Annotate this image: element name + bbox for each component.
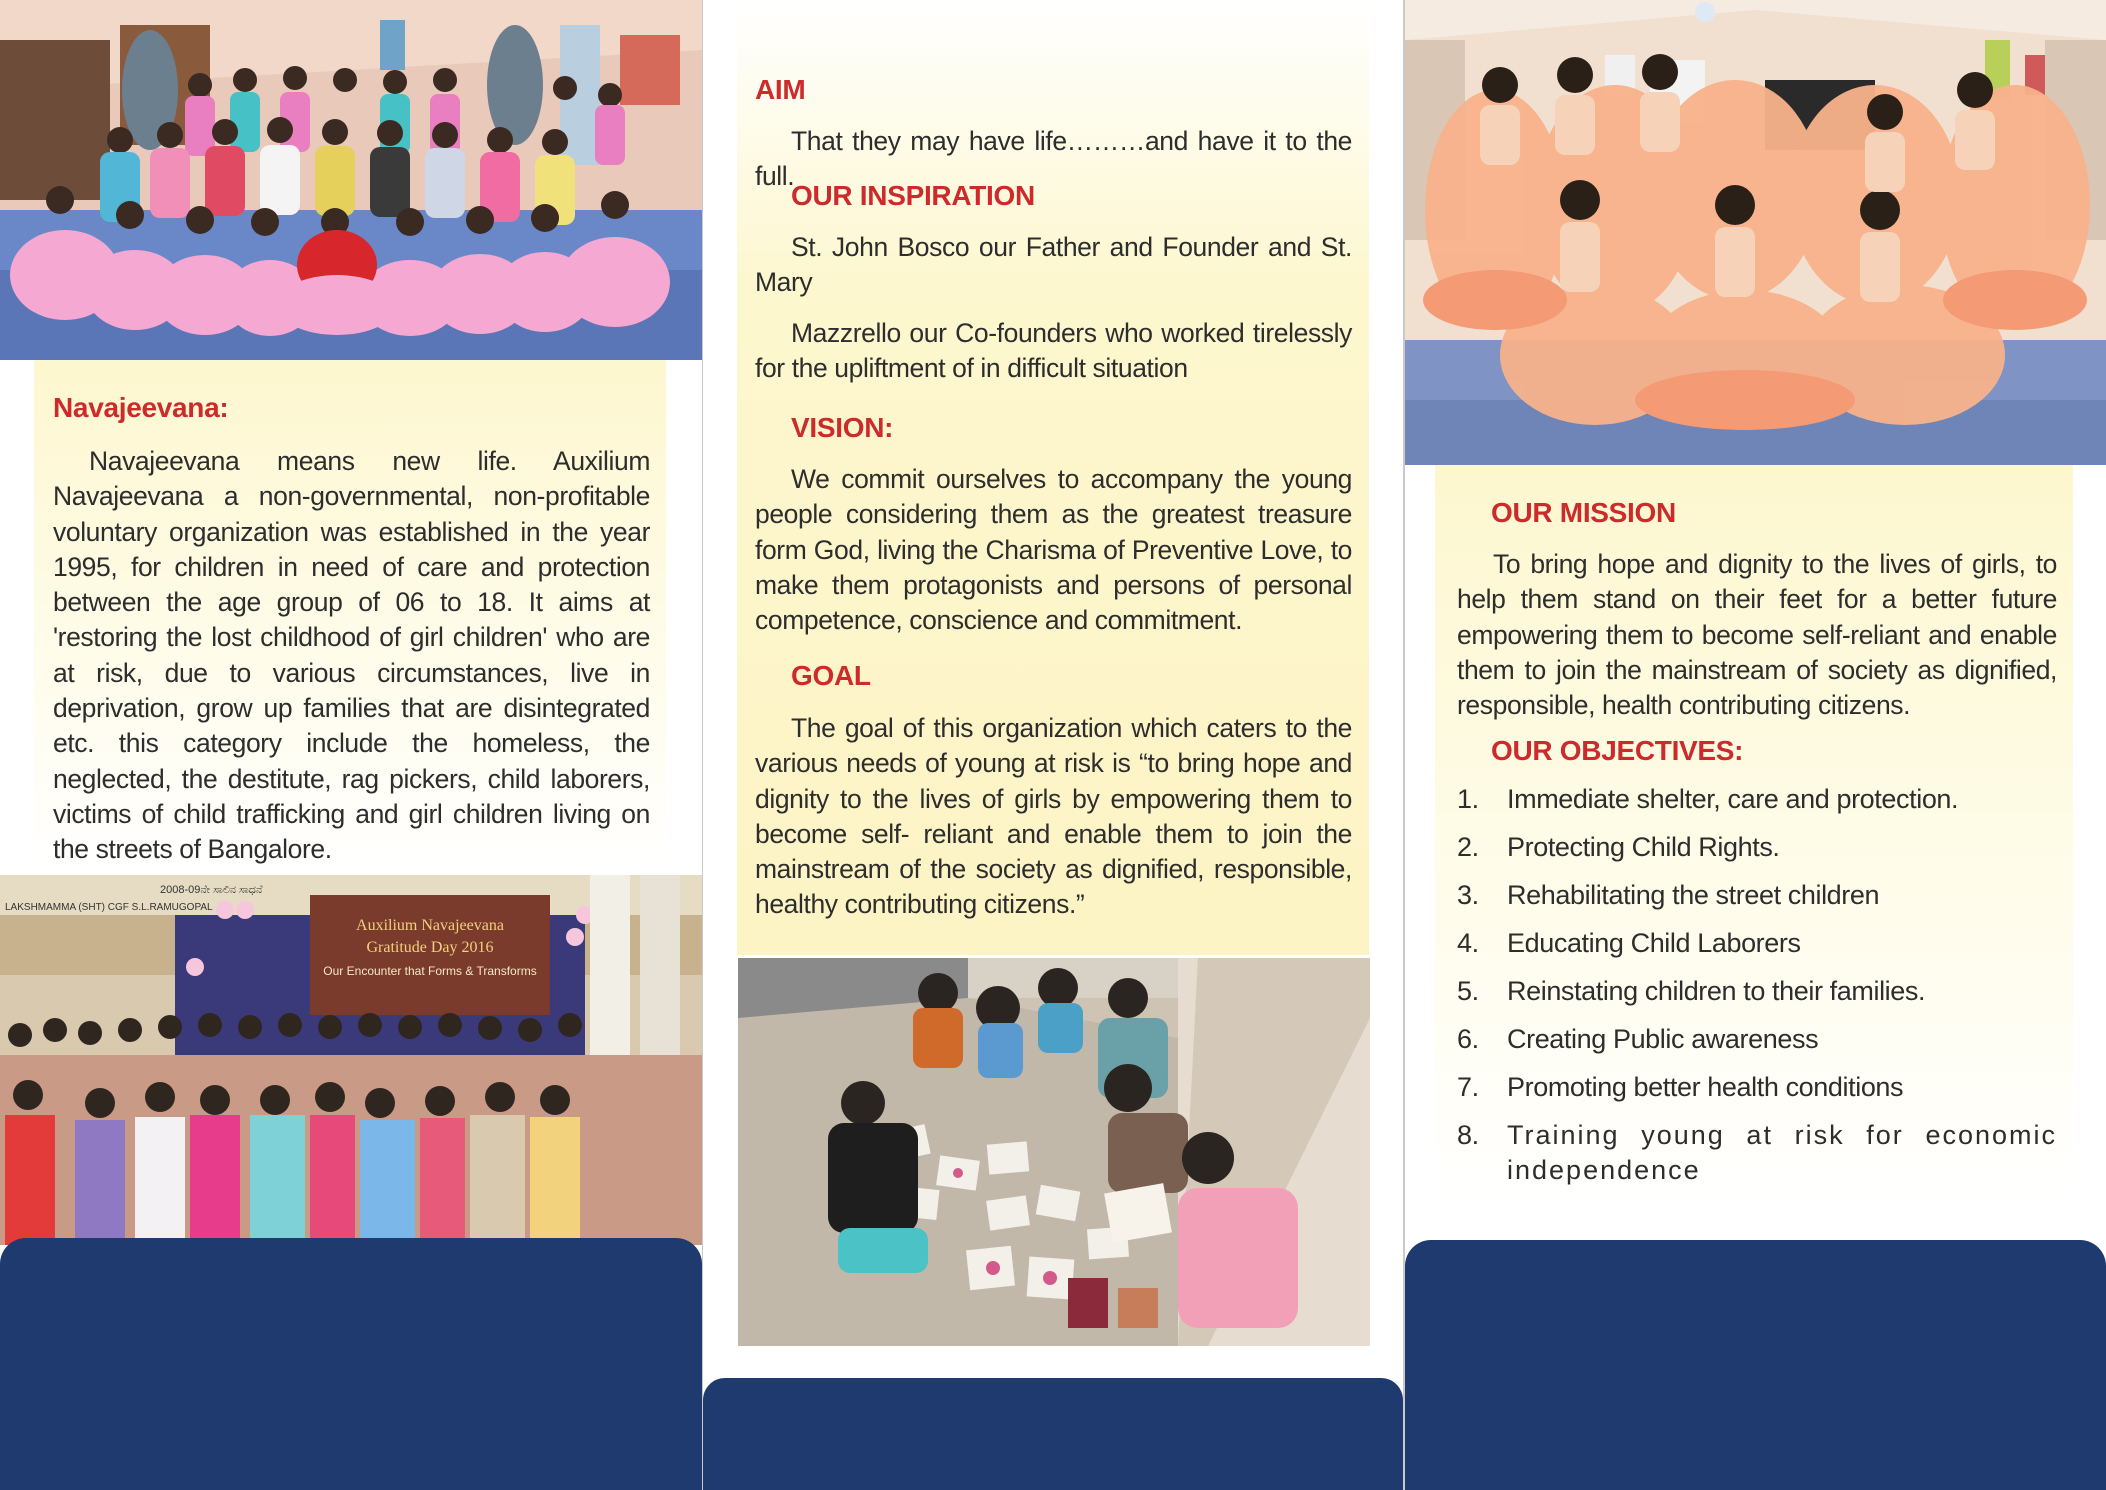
objective-number: 3.	[1457, 880, 1479, 910]
navy-band-right	[1405, 1240, 2106, 1490]
wall-signboard: LAKSHMAMMA (SHT) CGF S.L.RAMUGOPAL	[5, 902, 213, 913]
mission-body	[1457, 547, 2057, 723]
objective-text: Creating Public awareness	[1507, 1024, 1819, 1054]
goal-body	[755, 711, 1352, 923]
banner-line-3: Our Encounter that Forms & Transforms	[323, 964, 537, 978]
navajeevana-body	[53, 444, 650, 868]
objective-number: 1.	[1457, 784, 1479, 814]
banner-line-1: Auxilium Navajeevana	[356, 917, 504, 934]
objective-text: Promoting better health conditions	[1507, 1072, 1904, 1102]
objective-item	[1457, 1022, 2057, 1057]
mission-heading: OUR MISSION	[1491, 497, 1676, 528]
objective-item	[1457, 878, 2057, 913]
objective-item	[1457, 830, 2057, 865]
wall-text: 2008-09ನೇ ಸಾಲಿನ ಸಾಧನೆ	[160, 884, 263, 896]
objective-text: Reinstating children to their families.	[1507, 976, 1926, 1006]
inspiration-body	[755, 230, 1352, 386]
girls-in-peach-gowns-photo	[1405, 0, 2106, 465]
objectives-heading: OUR OBJECTIVES:	[1491, 735, 1744, 766]
objective-number: 2.	[1457, 832, 1479, 862]
mission-paragraph: To bring hope and dignity to the lives of girls, to help them stand on their feet for a better future empowering them to become self-reliant and enable them to join the mainstream of society as dignified, responsible, health contributing citizens.	[1457, 549, 2057, 721]
navajeevana-heading: Navajeevana:	[53, 392, 229, 423]
objective-item	[1457, 926, 2057, 961]
objective-number: 5.	[1457, 976, 1479, 1006]
brochure-panel-right	[1405, 0, 2106, 1490]
objective-text: Rehabilitating the street children	[1507, 880, 1880, 910]
objective-item	[1457, 782, 2057, 817]
goal-paragraph: The goal of this organization which caters to the various needs of young at risk is “to bring hope and dignity to the lives of girls by empowering them to become self- reliant and enable them to join the mainstream of the society as dignified, responsible, healthy contributing citizens.”	[755, 713, 1352, 920]
objective-number: 6.	[1457, 1024, 1479, 1054]
objective-item	[1457, 1070, 2057, 1105]
objectives-list	[1457, 782, 2057, 1188]
vision-heading: VISION:	[791, 412, 894, 443]
objective-text: Training young at risk for economic independence	[1507, 1120, 2057, 1185]
girls-crafting-cards-photo	[738, 958, 1370, 1346]
objective-number: 8.	[1457, 1120, 1479, 1150]
inspiration-heading: OUR INSPIRATION	[791, 180, 1035, 211]
objective-item	[1457, 1118, 2057, 1188]
brochure-panel-center	[703, 0, 1403, 1490]
vision-body	[755, 462, 1352, 638]
objective-number: 4.	[1457, 928, 1479, 958]
group-photo-girls-in-dresses	[0, 0, 702, 360]
inspiration-paragraph-1: St. John Bosco our Father and Founder and St. Mary	[755, 232, 1352, 298]
navajeevana-paragraph: Navajeevana means new life. Auxilium Navajeevana a non-governmental, non-profitable voluntary organization was established in the year 1995, for children in need of care and protection between the age group of 06 to 18. It aims at 'restoring the lost childhood of girl children' who are at risk, due to various circumstances, live in deprivation, grow up families that are disintegrated etc. this category include the homeless, the neglected, the destitute, rag pickers, child laborers, victims of child trafficking and girl children living on the streets of Bangalore.	[53, 446, 650, 865]
banner-line-2: Gratitude Day 2016	[366, 939, 494, 956]
aim-paragraph: That they may have life………and have it to the full.	[755, 126, 1352, 192]
objective-number: 7.	[1457, 1072, 1479, 1102]
navy-band-left	[0, 1238, 702, 1490]
objective-text: Protecting Child Rights.	[1507, 832, 1780, 862]
gratitude-day-group-photo	[0, 875, 702, 1245]
inspiration-paragraph-2: Mazzrello our Co-founders who worked tirelessly for the upliftment of in difficult situation	[755, 317, 1352, 383]
objective-item	[1457, 974, 2057, 1009]
navy-band-center	[703, 1378, 1403, 1490]
goal-heading: GOAL	[791, 660, 871, 691]
vision-paragraph: We commit ourselves to accompany the young people considering them as the greatest treasure form God, living the Charisma of Preventive Love, to make them protagonists and persons of personal competence, conscience and commitment.	[755, 464, 1352, 636]
brochure-panel-left	[0, 0, 702, 1490]
objective-text: Immediate shelter, care and protection.	[1507, 784, 1959, 814]
objective-text: Educating Child Laborers	[1507, 928, 1801, 958]
aim-heading: AIM	[755, 74, 806, 105]
